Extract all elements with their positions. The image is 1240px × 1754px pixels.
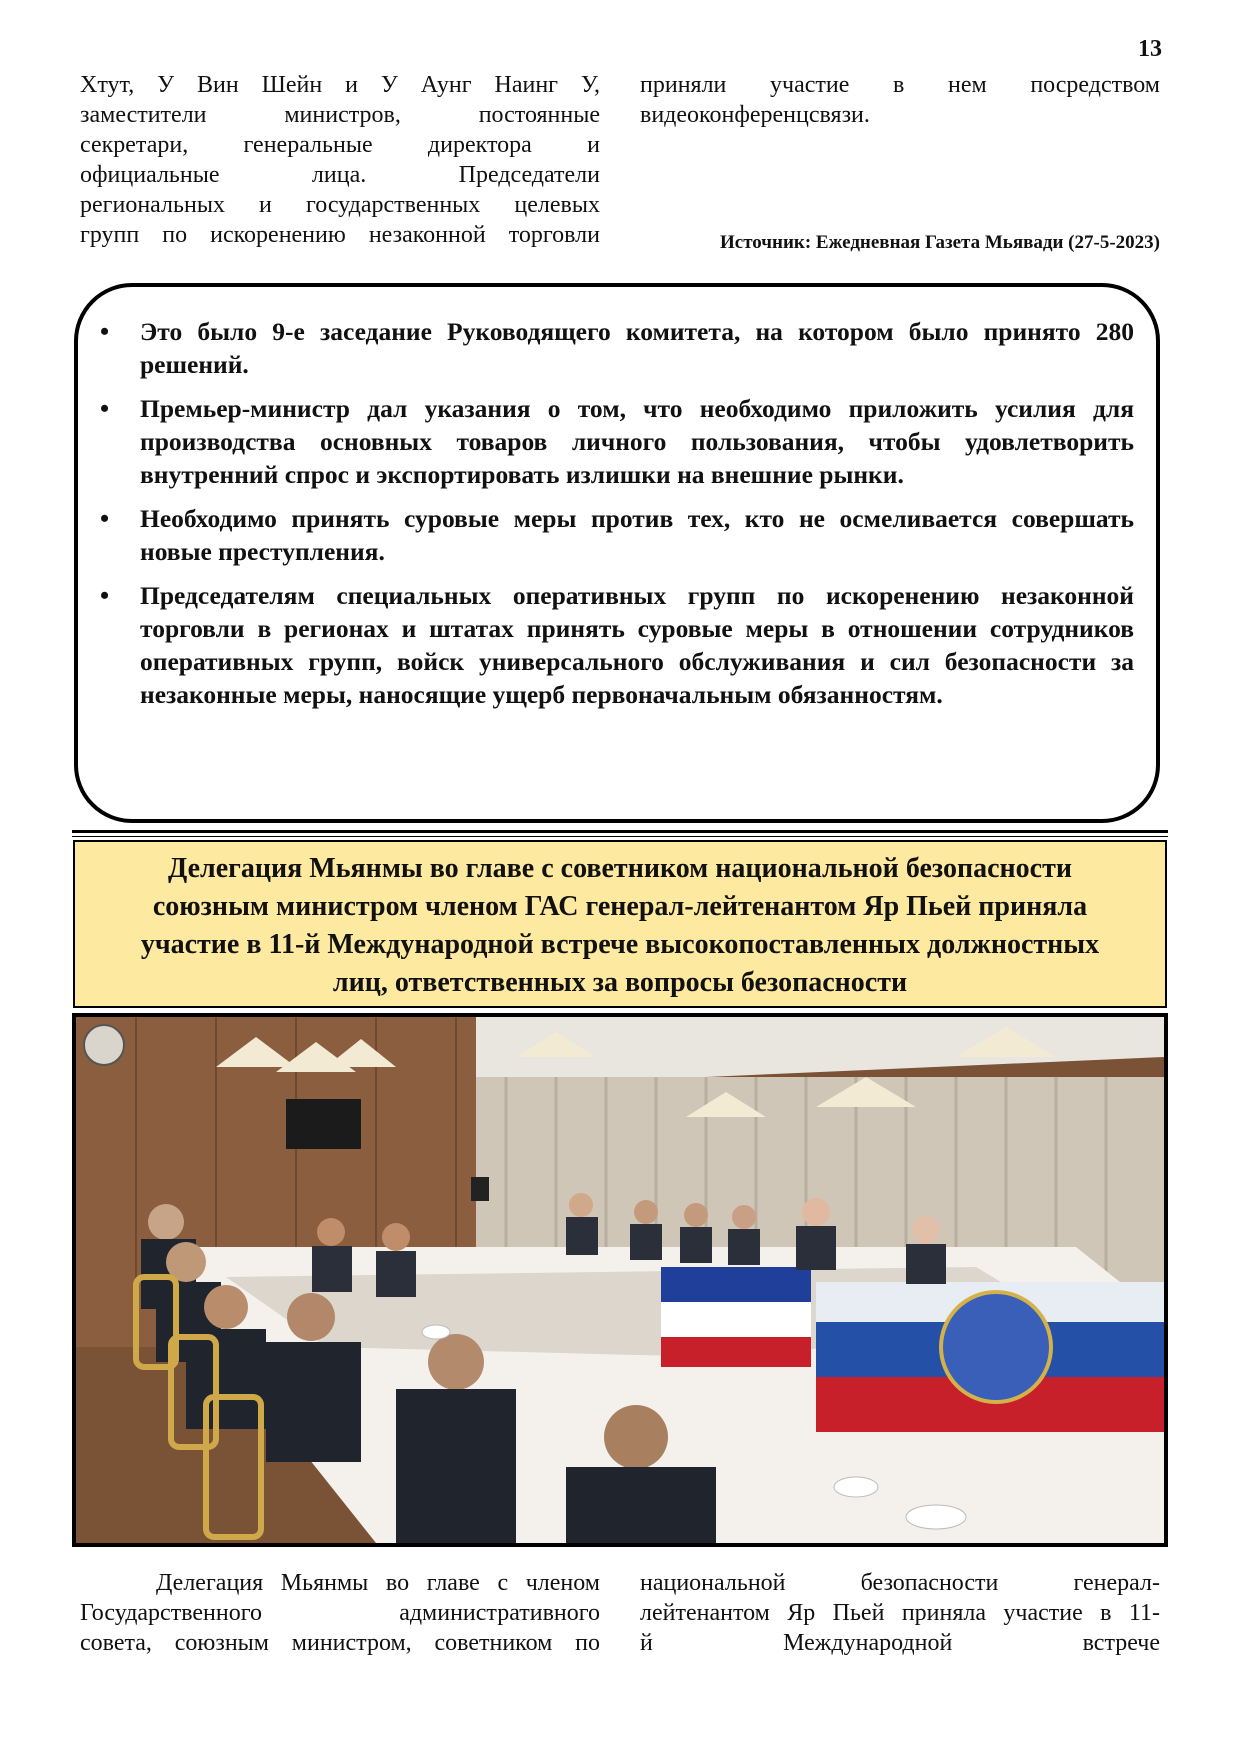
divider <box>72 830 1168 833</box>
text-line: лейтенантом Яр Пьей приняла участие в 11- <box>640 1600 1160 1626</box>
headline-line: участие в 11-й Международной встрече высокопоставленных должностных <box>140 929 1100 960</box>
bullet-item: • Председателям специальных оперативных групп по искоренению незаконной торговли в регионах и штатах принять суровые меры в отношении сотрудников оперативных групп, войск универсального обслуживания и сил безопасности за незаконные меры, наносящие ущерб первоначальным обязанностям. <box>96 579 1134 711</box>
summary-bullet-list <box>96 315 1134 722</box>
article-text-left <box>80 70 600 250</box>
headline-line: Делегация Мьянмы во главе с советником национальной безопасности <box>168 853 1072 884</box>
caption-text-left <box>80 1568 600 1658</box>
bullet-item: • Премьер-министр дал указания о том, что необходимо приложить усилия для производства основных товаров личного пользования, чтобы удовлетворить внутренний спрос и экспортировать излишки на внешние рынки. <box>96 392 1134 491</box>
text-line: Хтут, У Вин Шейн и У Аунг Наинг У, <box>80 72 600 98</box>
caption-text-right <box>640 1568 1160 1658</box>
text-line: секретари, генеральные директора и <box>80 132 600 158</box>
text-line: заместители министров, постоянные <box>80 102 600 128</box>
text-line: национальной безопасности генерал- <box>640 1570 1160 1596</box>
text-line: совета, союзным министром, советником по <box>80 1630 600 1656</box>
article-text-right <box>640 70 1160 130</box>
page-number: 13 <box>1138 36 1162 62</box>
bullet-item: • Это было 9-е заседание Руководящего комитета, на котором было принято 280 решений. <box>96 315 1134 381</box>
text-line: официальные лица. Председатели <box>80 162 600 188</box>
text-line: Государственного административного <box>80 1600 600 1626</box>
source-credit: Источник: Ежедневная Газета Мьявади (27-5-2023) <box>720 232 1160 253</box>
text-line <box>80 1568 600 1598</box>
text-line: приняли участие в нем посредством <box>640 72 1160 98</box>
text-line: групп по искоренению незаконной торговли <box>80 222 600 248</box>
article-headline <box>73 840 1167 1008</box>
text-line-content: Делегация Мьянмы во главе с членом <box>156 1570 600 1596</box>
text-line: видеоконференцсвязи. <box>640 102 870 128</box>
divider <box>72 836 1168 837</box>
text-line: й Международной встрече <box>640 1630 1160 1656</box>
headline-line: лиц, ответственных за вопросы безопасности <box>332 967 908 998</box>
bullet-item: • Необходимо принять суровые меры против тех, кто не осмеливается совершать новые преступления. <box>96 502 1134 568</box>
headline-line: союзным министром членом ГАС генерал-лейтенантом Яр Пьей приняла <box>152 891 1088 922</box>
text-line: региональных и государственных целевых <box>80 192 600 218</box>
meeting-photo <box>72 1013 1168 1547</box>
